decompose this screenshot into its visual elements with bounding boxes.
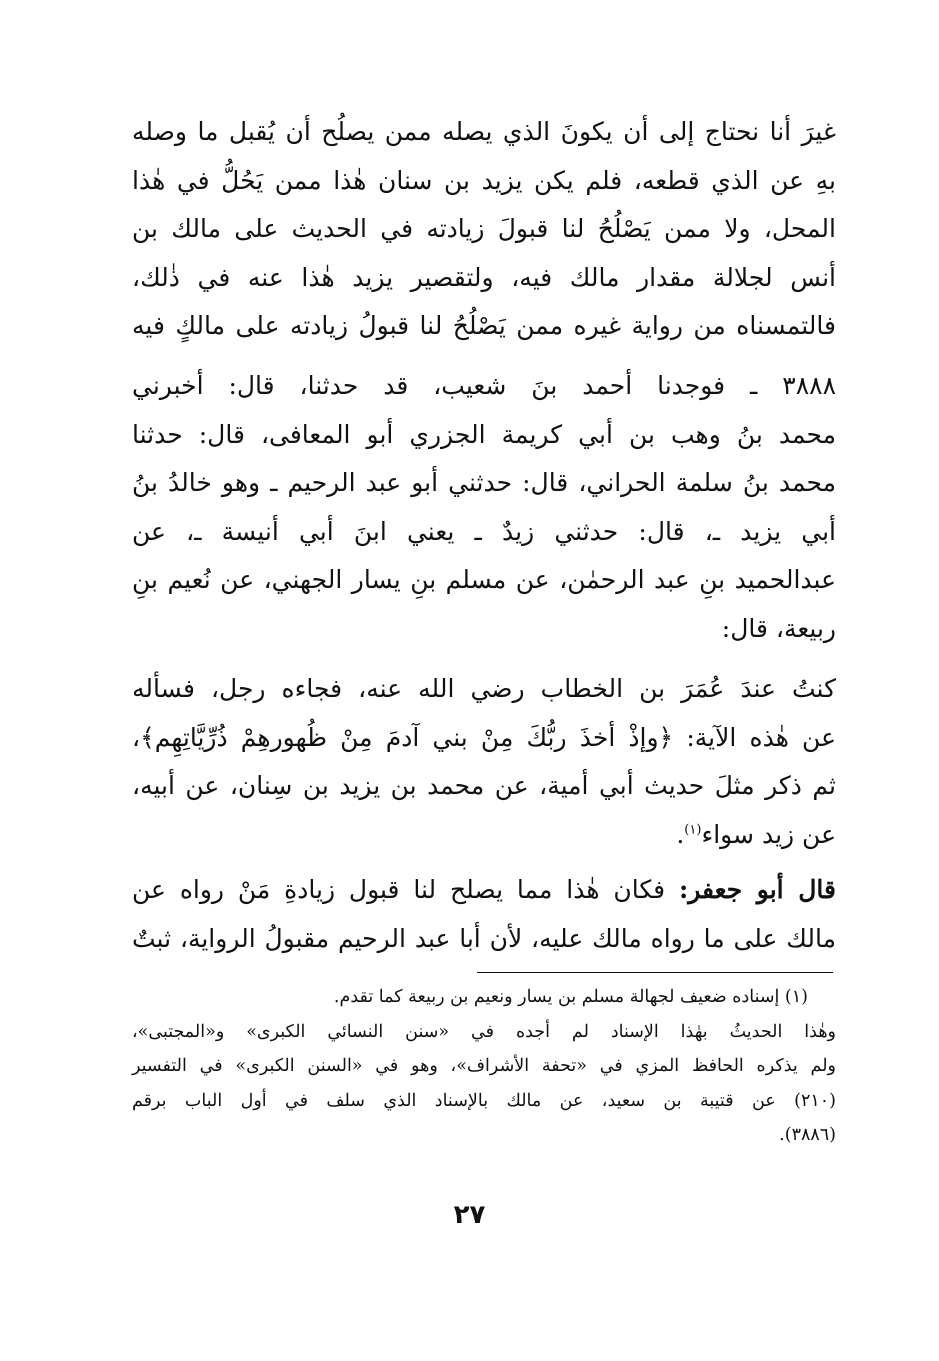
text-line: كنتُ عندَ عُمَرَ بن الخطاب رضي الله عنه، فجاءه رجل، فسأله xyxy=(132,674,836,703)
text-line: عن هٰذه الآية: ﴿وإذْ أخذَ ربُّكَ مِنْ بني آدمَ مِنْ ظُهورهِمْ ذُرِّيَّاتِهِم﴾، xyxy=(132,722,836,752)
commentary-lead: قال أبو جعفر: xyxy=(679,875,836,904)
footnote-line: ولم يذكره الحافظ المزي في «تحفة الأشراف»، وهو في «السنن الكبرى» في التفسير xyxy=(132,1056,836,1076)
text-line: فالتمسناه من رواية غيره ممن يَصْلُحُ لنا قبولُ زيادته على مالكٍ فيه xyxy=(132,311,836,340)
text-line: ٣٨٨٨ ـ فوجدنا أحمد بنَ شعيب، قد حدثنا، قال: أخبرني xyxy=(132,371,836,400)
footnote-divider xyxy=(477,972,833,973)
footnote-line: (٣٨٨٦). xyxy=(779,1125,836,1145)
text-line xyxy=(132,811,836,860)
text-line: ثم ذكر مثلَ حديث أبي أمية، عن محمد بن يزيد بن سِنان، عن أبيه، xyxy=(132,771,836,800)
text-segment: . xyxy=(676,819,685,849)
footnote-line: (٢١٠) عن قتيبة بن سعيد، عن مالك بالإسناد الذي سلف في أول الباب برقم xyxy=(132,1090,836,1111)
text-line: أنس لجلالة مقدار مالك فيه، ولتقصير يزيد هٰذا عنه في ذٰلك، xyxy=(132,262,836,292)
text-line: غيرَ أنا نحتاج إلى أن يكونَ الذي يصله ممن يصلُح أن يُقبل ما وصله xyxy=(132,117,836,146)
footnotes xyxy=(132,980,836,1153)
hadith-isnad-paragraph xyxy=(132,362,836,653)
footnote-marker[interactable]: (١) xyxy=(684,822,702,838)
text-line: ربيعة، قال: xyxy=(721,613,836,643)
text-line: بهِ عن الذي قطعه، فلم يكن يزيد بن سنان هٰذا ممن يَحُلُّ في هٰذا xyxy=(132,165,836,195)
text-line: محمد بنُ وهب بن أبي كريمة الجزري أبو المعافى، قال: حدثنا xyxy=(132,419,836,449)
text-line xyxy=(132,866,836,915)
text-line: المحل، ولا ممن يَصْلُحُ لنا قبولَ زيادته في الحديث على مالك بن xyxy=(132,214,836,243)
paragraph-continuation xyxy=(132,108,836,351)
text-segment: عن زيد سواء xyxy=(701,819,836,849)
footnote-line: وهٰذا الحديثُ بهٰذا الإسناد لم أجده في «سنن النسائي الكبرى» و«المجتبى»، xyxy=(132,1021,836,1042)
page-number: ٢٧ xyxy=(453,1200,486,1230)
text-line: مالك على ما رواه مالك عليه، لأن أبا عبد الرحيم مقبولُ الرواية، ثبتٌ xyxy=(132,923,836,953)
commentary-paragraph xyxy=(132,866,836,963)
text-segment: فكان هٰذا مما يصلح لنا قبول زيادةِ مَنْ رواه عن xyxy=(132,875,679,904)
hadith-matn-paragraph xyxy=(132,665,836,859)
text-line: عبدالحميد بنِ عبد الرحمٰن، عن مسلم بنِ يسار الجهني، عن نُعيم بنِ xyxy=(132,565,836,594)
text-line: أبي يزيد ـ، قال: حدثني زيدٌ ـ يعني ابنَ أبي أنيسة ـ، عن xyxy=(132,516,836,546)
footnote-line: (١) إسناده ضعيف لجهالة مسلم بن يسار ونعيم بن ربيعة كما تقدم. xyxy=(333,987,808,1007)
text-line: محمد بنُ سلمة الحراني، قال: حدثني أبو عبد الرحيم ـ وهو خالدُ بنُ xyxy=(132,468,836,497)
